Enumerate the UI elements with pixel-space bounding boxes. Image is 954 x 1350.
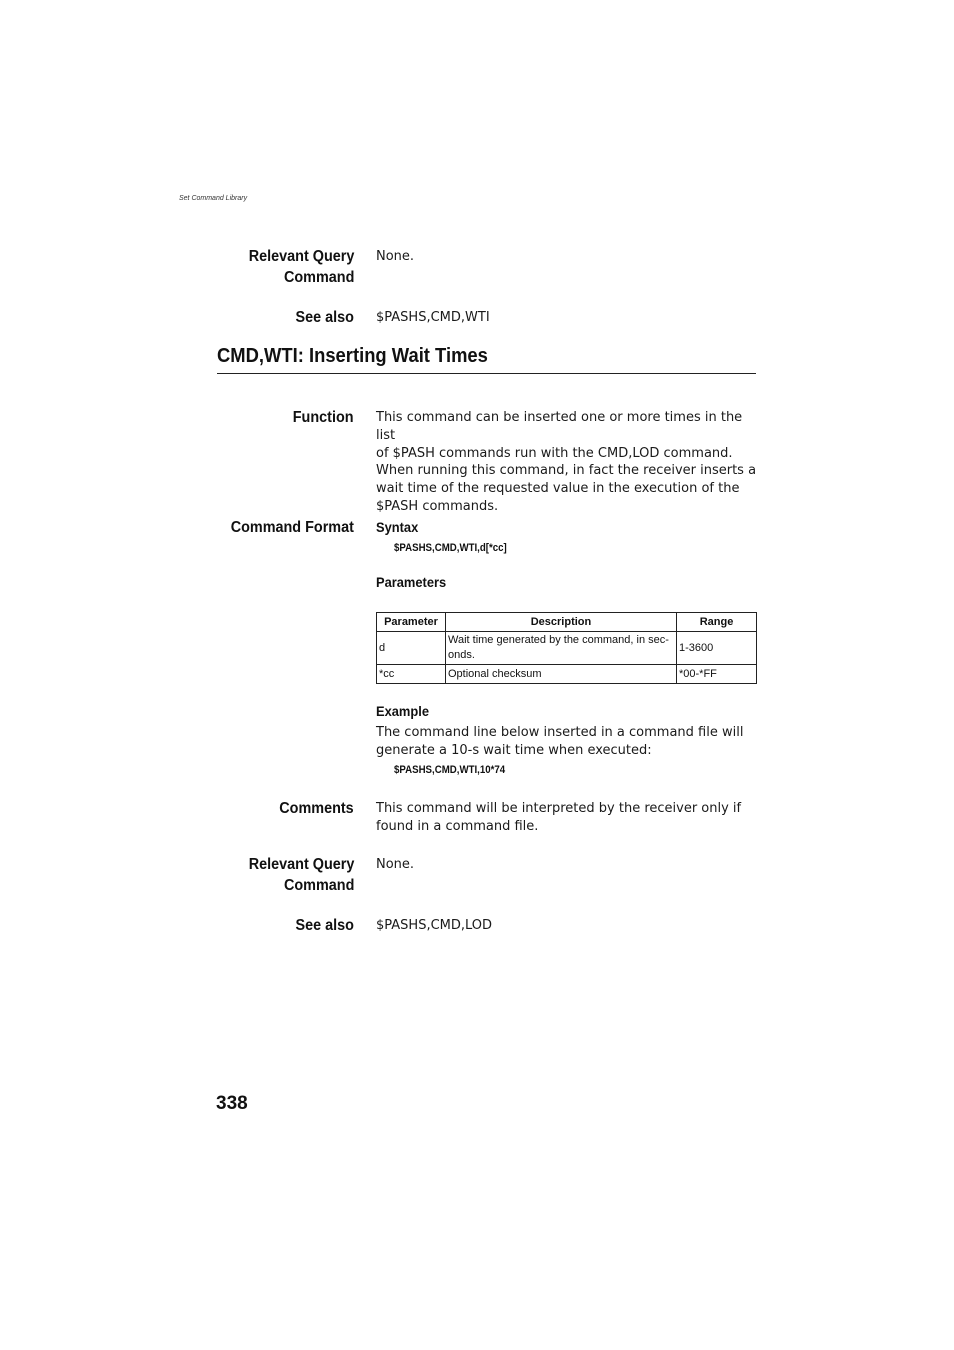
table-header-parameter: Parameter (377, 613, 446, 632)
comments-line: This command will be interpreted by the receiver only if (376, 801, 742, 816)
syntax-code: $PASHS,CMD,WTI,d[*cc] (394, 542, 507, 554)
relevant-query-label-line-2: Command (283, 877, 354, 894)
comments-line: found in a command file. (376, 818, 539, 834)
table-cell-parameter: d (377, 632, 446, 665)
table-row (377, 632, 757, 665)
table-cell-description (446, 632, 677, 665)
section-title: CMD,WTI: Inserting Wait Times (217, 345, 488, 367)
comments-description (376, 800, 758, 836)
function-line: When running this command, in fact the receiver inserts a (376, 463, 757, 479)
table-cell-parameter: *cc (377, 665, 446, 684)
table-header-row (377, 613, 757, 632)
comments-label: Comments (279, 800, 354, 817)
example-line: The command line below inserted in a command file will (376, 725, 744, 740)
table-cell-range: *00-*FF (677, 665, 757, 684)
command-format-label: Command Format (230, 519, 354, 536)
see-also-label-top: See also (295, 309, 354, 326)
table-header-range: Range (677, 613, 757, 632)
example-code: $PASHS,CMD,WTI,10*74 (394, 764, 506, 776)
relevant-query-value: None. (376, 857, 415, 872)
relevant-query-label-line-2: Command (283, 269, 354, 286)
function-line: $PASH commands. (376, 498, 499, 514)
function-description (376, 409, 758, 516)
function-line: This command can be inserted one or more times in the list (376, 410, 743, 443)
description-line: onds. (448, 649, 475, 661)
description-line: Wait time generated by the command, in sec- (448, 634, 669, 646)
function-label: Function (293, 409, 354, 426)
relevant-query-label-line-1: Relevant Query (248, 248, 354, 265)
syntax-heading: Syntax (376, 519, 419, 535)
see-also-label: See also (295, 917, 354, 934)
parameters-table (376, 612, 757, 684)
relevant-query-label-top (248, 246, 354, 288)
example-heading: Example (376, 703, 429, 719)
function-line: wait time of the requested value in the execution of the (376, 481, 740, 497)
see-also-value: $PASHS,CMD,LOD (376, 918, 493, 933)
example-line: generate a 10-s wait time when executed: (376, 742, 652, 758)
function-line: of $PASH commands run with the CMD,LOD command. (376, 445, 733, 461)
table-row (377, 665, 757, 684)
example-description (376, 724, 758, 760)
table-cell-range: 1-3600 (677, 632, 757, 665)
relevant-query-label-line-1: Relevant Query (248, 856, 354, 873)
running-header: Set Command Library (179, 195, 248, 202)
parameters-heading: Parameters (376, 574, 447, 590)
see-also-value-top: $PASHS,CMD,WTI (376, 310, 490, 325)
table-header-description: Description (446, 613, 677, 632)
relevant-query-label (248, 854, 354, 896)
page-number: 338 (216, 1093, 248, 1114)
table-cell-description: Optional checksum (446, 665, 677, 684)
relevant-query-value-top: None. (376, 249, 415, 264)
section-divider (217, 373, 756, 374)
